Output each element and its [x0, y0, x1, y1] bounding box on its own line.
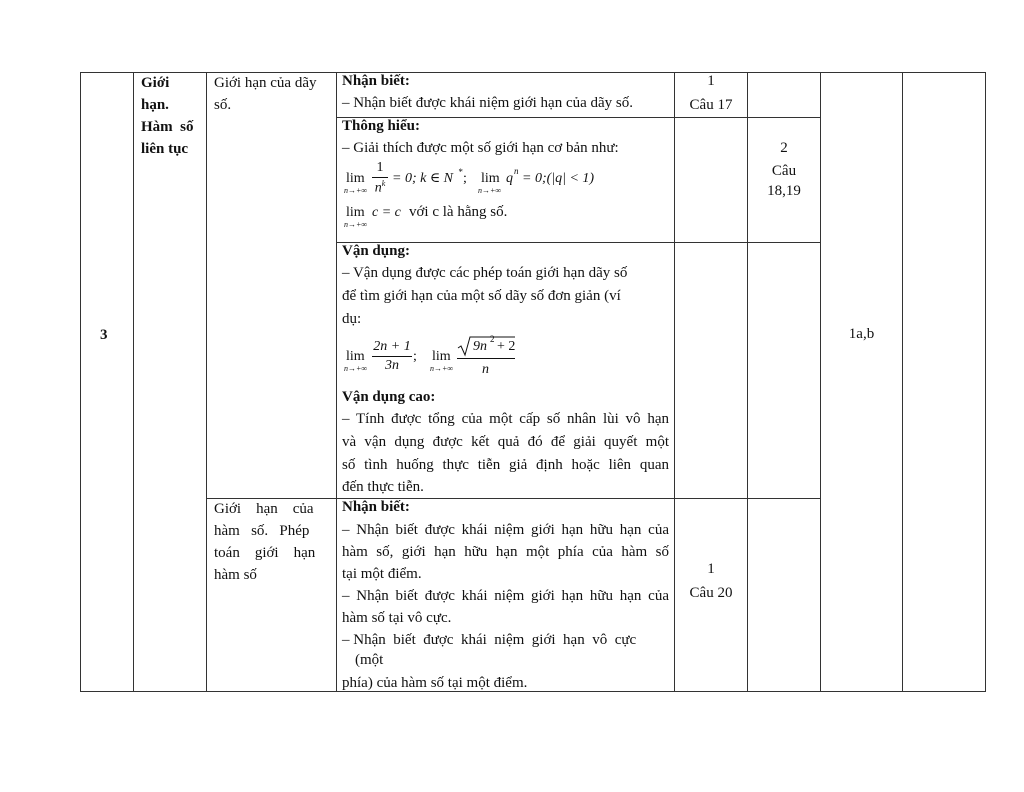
numerator: 2n + 1	[373, 339, 411, 354]
fraction-bar	[457, 358, 515, 359]
table-border	[820, 72, 821, 692]
question-ref-total: 1a,b	[848, 326, 875, 342]
level-text: tại một điểm.	[342, 566, 422, 582]
lim-symbol: lim	[346, 171, 365, 186]
level-text: – Nhận biết được khái niệm giới hạn của dãy số.	[342, 95, 634, 111]
content-line: Giới hạn của	[214, 501, 314, 517]
level-text: và vận dụng được kết quả đó để giải quyết một	[342, 434, 669, 450]
denominator: 3n	[385, 358, 399, 373]
content-line: toán giới hạn	[214, 545, 316, 561]
row-number: 3	[100, 327, 108, 343]
table-border-bottom	[80, 691, 986, 692]
question-ref: Câu	[771, 163, 797, 179]
numerator: 1	[376, 160, 384, 175]
level-text: – Nhận biết được khái niệm giới hạn vô cực	[342, 632, 637, 648]
level-heading: Vận dụng:	[342, 243, 410, 259]
fraction-bar	[372, 177, 388, 178]
q-rest: = 0;(|q| < 1)	[522, 171, 595, 186]
star-sup: *	[458, 167, 463, 177]
constant-note: với c là hằng số.	[409, 204, 508, 220]
level-text: hàm số tại vô cực.	[342, 610, 452, 626]
topic-line: Hàm số	[141, 119, 194, 135]
level-text: – Nhận biết được khái niệm giới hạn hữu hạn của	[342, 522, 669, 538]
lim-subscript: n→+∞	[344, 364, 368, 373]
table-border	[206, 72, 207, 692]
lim-subscript-2: n→+∞	[430, 364, 454, 373]
table-border	[133, 72, 134, 692]
question-ref: Câu 20	[689, 585, 733, 601]
lim-subscript-2: n→+∞	[478, 186, 502, 195]
level-text: đến thực tiễn.	[342, 479, 424, 495]
question-count: 2	[780, 140, 788, 156]
content-line: hàm số. Phép	[214, 523, 310, 539]
denominator: n	[482, 362, 489, 377]
table-border	[336, 72, 337, 692]
sqrt-radicand: 9n	[473, 339, 487, 354]
den-base: n	[374, 180, 382, 196]
q-base: q	[506, 171, 513, 186]
lim-symbol-2: lim	[432, 349, 451, 364]
content-line: số.	[214, 97, 232, 113]
content-line: hàm số	[214, 567, 257, 583]
level-text: – Giải thích được một số giới hạn cơ bản như:	[342, 140, 619, 156]
topic-line: hạn.	[141, 97, 169, 113]
level-heading: Vận dụng cao:	[342, 389, 436, 405]
table-border-right	[985, 72, 986, 692]
sqrt-rest: + 2	[497, 339, 516, 354]
formula-rest: = 0; k ∈ N	[392, 171, 454, 186]
level-text: – Tính được tổng của một cấp số nhân lùi vô hạn	[342, 411, 669, 427]
separator: ;	[413, 349, 417, 364]
question-ref: Câu 17	[689, 97, 733, 113]
level-text: hàm số, giới hạn hữu hạn một phía của hàm số	[342, 544, 669, 560]
question-count: 1	[707, 561, 715, 577]
den-exponent: k	[381, 179, 386, 188]
level-text: số tình huống thực tiễn giả định hoặc liên quan	[342, 457, 669, 473]
fraction-2n1-over-3n	[372, 340, 412, 373]
lim-symbol: lim	[346, 349, 365, 364]
level-heading: Thông hiểu:	[342, 118, 420, 134]
level-heading: Nhận biết:	[342, 73, 410, 89]
level-text: phía) của hàm số tại một điểm.	[342, 675, 528, 691]
lim-symbol-2: lim	[481, 171, 500, 186]
level-text: – Vận dụng được các phép toán giới hạn dãy số	[342, 265, 628, 281]
level-text: (một	[355, 652, 384, 668]
q-exponent: n	[514, 166, 519, 176]
lim-subscript: n→+∞	[344, 186, 368, 195]
table-border	[902, 72, 903, 692]
question-count: 1	[707, 73, 715, 89]
topic-line: liên tục	[141, 141, 189, 157]
separator: ;	[463, 171, 467, 186]
level-text: dụ:	[342, 311, 362, 327]
level-text: – Nhận biết được khái niệm giới hạn hữu hạn của	[342, 588, 669, 604]
constant-expr: c = c	[372, 205, 401, 220]
sqrt-exponent: 2	[490, 334, 495, 344]
denominator	[372, 180, 388, 196]
level-text: để tìm giới hạn của một số dãy số đơn giản (ví	[342, 288, 621, 304]
lim-subscript: n→+∞	[344, 220, 368, 229]
question-ref: 18,19	[767, 183, 801, 199]
topic-line: Giới	[141, 75, 170, 91]
fraction-bar	[372, 356, 412, 357]
lim-symbol: lim	[346, 205, 365, 220]
table-border-left	[80, 72, 81, 692]
level-heading: Nhận biết:	[342, 499, 410, 515]
fraction-one-over-nk	[372, 161, 388, 196]
content-line: Giới hạn của dãy	[214, 75, 317, 91]
